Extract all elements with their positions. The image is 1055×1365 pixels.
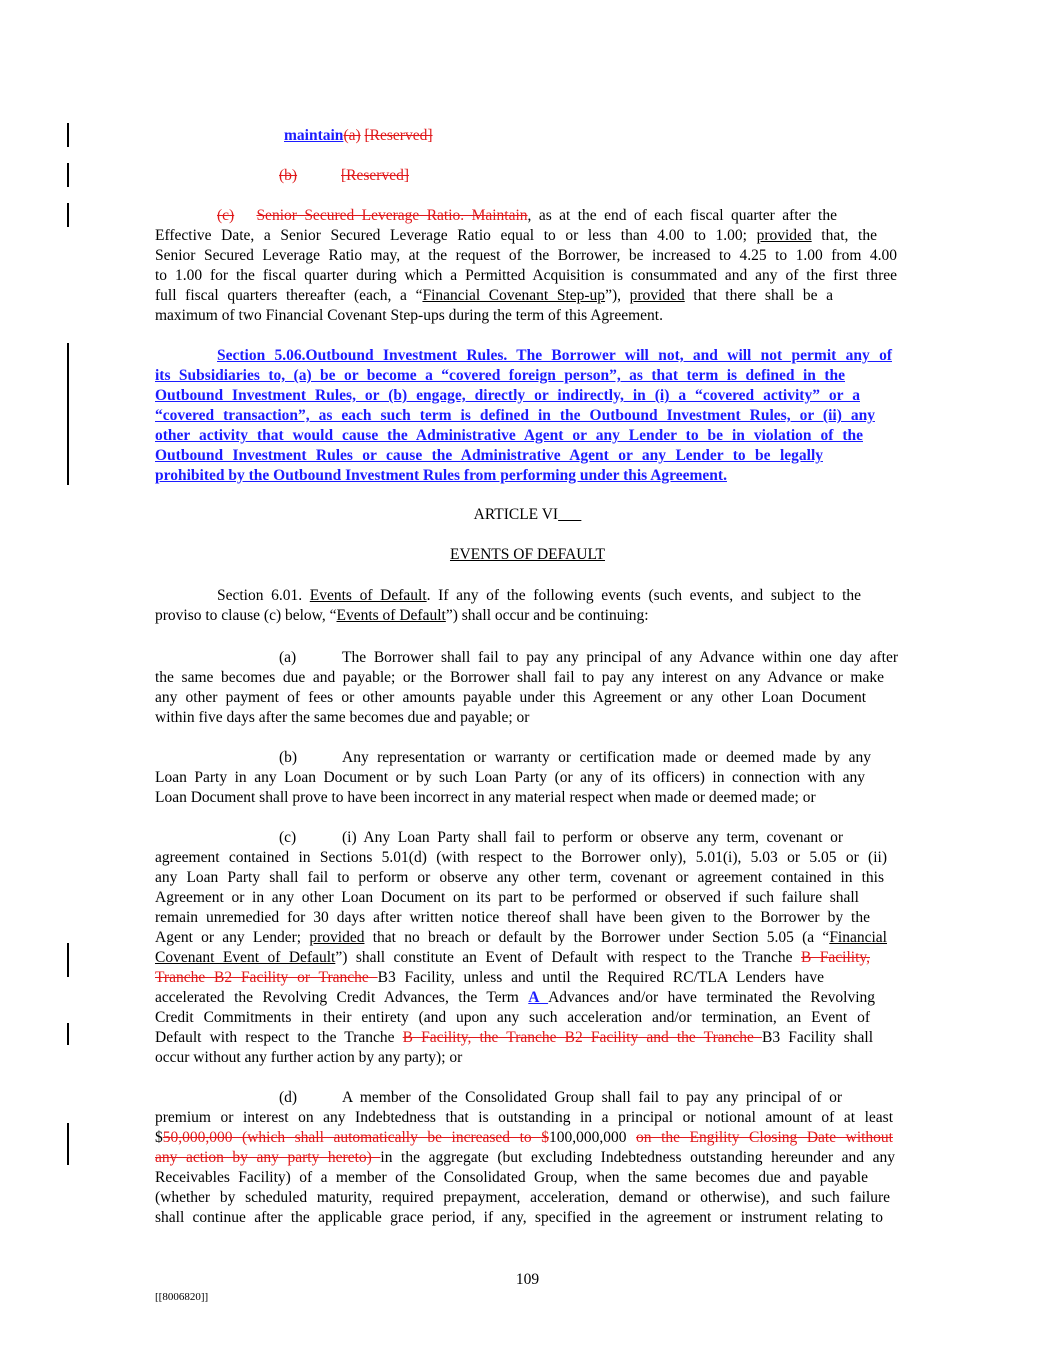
paragraph-text: that no breach or default by the Borrower under Section 5.05 (a “: [364, 929, 830, 946]
inserted-line: other activity that would cause the Administrative Agent or any Lender to be in violation of the: [155, 427, 863, 444]
provided-term: provided: [309, 929, 365, 946]
paragraph-text: $: [155, 1129, 163, 1146]
inserted-text: maintain: [284, 127, 344, 144]
paragraph-line: premium or interest on any Indebtedness that is outstanding in a principal or notional amount of at least: [155, 1109, 893, 1126]
inserted-line: Outbound Investment Rules or cause the Administrative Agent or any Lender to be legally: [155, 447, 823, 464]
paragraph-line: any Loan Party shall fail to perform or observe any other term, covenant or agreement contained in this: [155, 869, 884, 886]
reserved-b-line: [279, 166, 679, 186]
section-heading: Events of Default: [309, 587, 427, 604]
clause-c-line: [279, 828, 843, 848]
paragraph-line: the same becomes due and payable; or the Borrower shall fail to pay any interest on any Advance or make: [155, 669, 884, 686]
paragraph-line: [155, 226, 877, 246]
clause-d-line: [279, 1088, 842, 1108]
paragraph-text: B3 Facility shall: [762, 1029, 874, 1046]
deleted-text: B Facility, the Tranche B2 Facility and the Tranche: [402, 1029, 763, 1046]
paragraph-line: [155, 988, 875, 1008]
paragraph-line: within five days after the same becomes due and payable; or: [155, 709, 530, 726]
change-bar: [67, 203, 69, 227]
change-bar: [67, 943, 69, 977]
section-heading-line: [217, 586, 861, 606]
paragraph-text: ”) shall occur and be continuing:: [445, 607, 649, 624]
paragraph-text: 100,000,000: [548, 1129, 637, 1146]
paragraph-text: , as at the end of each fiscal quarter after the: [527, 207, 837, 224]
inserted-line: prohibited by the Outbound Investment Rules from performing under this Agreement.: [155, 467, 727, 484]
paragraph-line: Loan Party in any Loan Document or by such Loan Party (or any of its officers) in connection with any: [155, 769, 865, 786]
deleted-text: B Facility,: [800, 949, 871, 966]
paragraph-line: Loan Document shall prove to have been incorrect in any material respect when made or deemed made; or: [155, 789, 816, 806]
provided-term: provided: [629, 287, 685, 304]
paragraph-line: [155, 928, 887, 948]
change-bar: [67, 163, 69, 187]
deleted-text: [Reserved]: [341, 167, 409, 184]
paragraph-line: [155, 1128, 893, 1148]
deleted-text: [Reserved]: [364, 127, 433, 144]
paragraph-text: The Borrower shall fail to pay any principal of any Advance within one day after: [342, 649, 898, 666]
paragraph-line: [217, 206, 837, 226]
paragraph-line: (whether by scheduled maturity, required prepayment, acceleration, demand or otherwise), and such failure: [155, 1189, 890, 1206]
paragraph-line: to 1.00 for the fiscal quarter during which a Permitted Acquisition is consummated and any of the first three: [155, 267, 897, 284]
inserted-line: “covered transaction”, as each such term is defined in the Outbound Investment Rules, or (ii) any: [155, 407, 875, 424]
paragraph-line: Senior Secured Leverage Ratio may, at the request of the Borrower, be increased to 4.25 to 1.00 from 4.00: [155, 247, 897, 264]
paragraph-text: ”) shall constitute an Event of Default with respect to the Tranche: [335, 949, 801, 966]
deleted-text: on the Engility Closing Date without: [636, 1129, 893, 1146]
inserted-line: Outbound Investment Rules, or (b) engage, directly or indirectly, in (i) a “covered activity” or a: [155, 387, 860, 404]
document-id: [[8006820]]: [155, 1291, 209, 1303]
deleted-text: (c): [217, 207, 235, 224]
paragraph-text: full fiscal quarters thereafter (each, a “: [155, 287, 423, 304]
paragraph-text: proviso to clause (c) below, “: [155, 607, 337, 624]
deleted-text: Tranche B2 Facility or Tranche: [155, 969, 378, 986]
provided-term: provided: [756, 227, 812, 244]
clause-label: (a): [279, 649, 297, 666]
defined-term: Financial Covenant Step-up: [422, 287, 606, 304]
paragraph-text: A member of the Consolidated Group shall fail to pay any principal of or: [342, 1089, 842, 1106]
change-bar: [67, 1123, 69, 1165]
paragraph-line: any other payment of fees or other amounts payable under this Agreement or any other Loan Document: [155, 689, 866, 706]
inserted-text: A: [528, 989, 549, 1006]
deleted-text: any action by any party hereto): [155, 1149, 381, 1166]
paragraph-line: maximum of two Financial Covenant Step-ups during the term of this Agreement.: [155, 307, 663, 324]
clause-b-line: [279, 748, 871, 768]
paragraph-line: Receivables Facility) of a member of the Consolidated Group, when the same becomes due and payable: [155, 1169, 868, 1186]
paragraph-line: [155, 606, 915, 626]
paragraph-text: B3 Facility, unless and until the Required RC/TLA Lenders have: [377, 969, 824, 986]
paragraph-text: that there shall be a: [684, 287, 833, 304]
reserved-a-line: [284, 126, 684, 146]
paragraph-line: agreement contained in Sections 5.01(d) (with respect to the Borrower only), 5.01(i), 5.03 or 5.05 or (ii): [155, 849, 887, 866]
clause-a-line: [279, 648, 898, 668]
paragraph-line: [155, 1028, 873, 1048]
section-number: Section 6.01.: [217, 587, 310, 604]
deleted-text: (a): [343, 127, 361, 144]
defined-term: Events of Default: [336, 607, 446, 624]
article-number-text: ARTICLE VI: [473, 506, 559, 523]
paragraph-line: remain unremedied for 30 days after written notice thereof shall have been given to the Borrower by the: [155, 909, 870, 926]
clause-label: (b): [279, 749, 298, 766]
paragraph-text: that, the: [811, 227, 877, 244]
paragraph-text: Effective Date, a Senior Secured Leverage Ratio equal to or less than 4.00 to 1.00;: [155, 227, 757, 244]
paragraph-text: . If any of the following events (such events, and subject to the: [426, 587, 861, 604]
paragraph-line: occur without any further action by any party); or: [155, 1049, 463, 1066]
clause-label: (d): [279, 1089, 298, 1106]
article-title: [155, 546, 900, 564]
paragraph-line: [155, 286, 833, 306]
paragraph-text: Default with respect to the Tranche: [155, 1029, 403, 1046]
change-bar: [67, 343, 69, 485]
paragraph-text: ”),: [605, 287, 630, 304]
paragraph-text: Agent or any Lender;: [155, 929, 310, 946]
deleted-text: (b): [279, 167, 298, 184]
deleted-text: 50,000,000 (which shall automatically be increased to $: [162, 1129, 549, 1146]
change-bar: [67, 123, 69, 147]
paragraph-line: [155, 968, 824, 988]
paragraph-text: (i) Any Loan Party shall fail to perform or observe any term, covenant or: [342, 829, 843, 846]
page-number: 109: [515, 1271, 540, 1288]
defined-term: Financial: [829, 929, 887, 946]
paragraph-text: Advances and/or have terminated the Revolving: [548, 989, 876, 1006]
defined-term: Covenant Event of Default: [155, 949, 336, 966]
paragraph-text: in the aggregate (but excluding Indebtedness outstanding hereunder and any: [380, 1149, 895, 1166]
inserted-line: Section 5.06.Outbound Investment Rules. The Borrower will not, and will not permit any of: [217, 347, 892, 364]
article-title-text: EVENTS OF DEFAULT: [449, 546, 605, 563]
inserted-line: its Subsidiaries to, (a) be or become a “covered foreign person”, as that term is defined in the: [155, 367, 845, 384]
change-bar: [67, 1023, 69, 1045]
clause-label: (c): [279, 829, 297, 846]
paragraph-line: Agreement or in any other Loan Document on its part to be performed or observed if such failure shall: [155, 889, 859, 906]
paragraph-text: Any representation or warranty or certification made or deemed made by any: [342, 749, 871, 766]
paragraph-line: [155, 1148, 895, 1168]
article-number: [155, 506, 900, 524]
paragraph-line: [155, 948, 870, 968]
paragraph-line: shall continue after the applicable grace period, if any, specified in the agreement or instrument relating to: [155, 1209, 883, 1226]
paragraph-text: accelerated the Revolving Credit Advances, the Term: [155, 989, 529, 1006]
paragraph-line: Credit Commitments in their entirety (and upon any such acceleration and/or termination, an Event of: [155, 1009, 870, 1026]
deleted-text: Senior Secured Leverage Ratio. Maintain: [256, 207, 528, 224]
